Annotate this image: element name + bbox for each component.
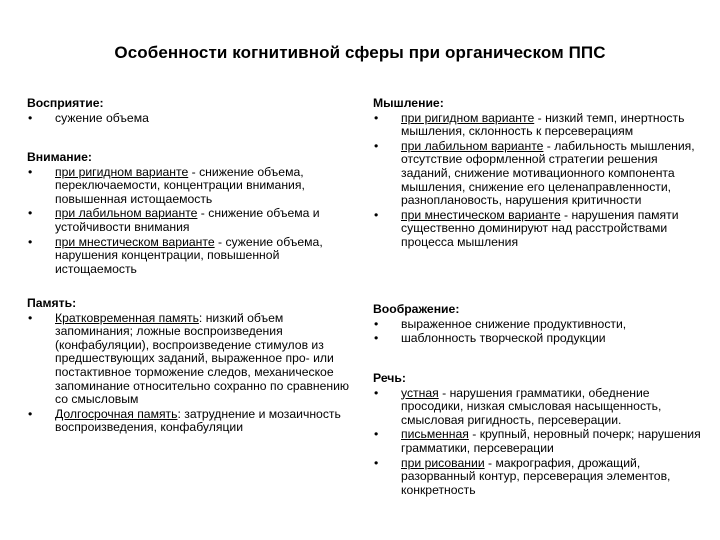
- item-rest: : затруднение и мозаичность воспроизведения, конфабуляции: [55, 406, 341, 435]
- item-lead: при мнестическом варианте: [55, 234, 215, 249]
- item-lead: при лабильном варианте: [55, 206, 198, 221]
- list-item: [373, 332, 705, 346]
- list-item-text: [55, 312, 351, 407]
- item-lead: Кратковременная память: [55, 310, 199, 325]
- bullet-icon: •: [28, 310, 33, 325]
- bullet-icon: •: [28, 406, 33, 421]
- item-rest: - крупный, неровный почерк; нарушения грамматики, персеверации: [401, 427, 701, 455]
- item-rest: - низкий темп, инертность мышления, склонность к персеверациям: [401, 110, 685, 139]
- item-lead: устная: [401, 385, 439, 400]
- bullet-icon: •: [28, 206, 33, 221]
- item-lead: при мнестическом варианте: [401, 207, 561, 222]
- bullet-icon: •: [374, 138, 379, 153]
- list-item-text: [401, 457, 705, 498]
- list-item-text: [401, 209, 705, 250]
- list-item-text: [401, 318, 705, 332]
- list-item: [373, 209, 705, 250]
- list-item: [27, 236, 351, 277]
- bullet-icon: •: [374, 110, 379, 125]
- bullet-icon: •: [28, 164, 33, 179]
- item-lead: при рисовании: [401, 455, 485, 470]
- imagination-section: [373, 303, 705, 346]
- speech-heading: Речь:: [373, 371, 406, 385]
- item-rest: - нарушения памяти существенно доминируют над расстройствами процесса мышления: [401, 207, 679, 249]
- item-rest: шаблонность творческой продукции: [401, 331, 606, 346]
- thinking-section: [373, 97, 705, 250]
- item-rest: - нарушения грамматики, обеднение просодики, низкая смысловая насыщенность, смысловая ригидность, персеверации.: [401, 385, 662, 427]
- list-item-text: [401, 332, 705, 346]
- list-item: [27, 112, 351, 126]
- list-item: [373, 457, 705, 498]
- list-item: [373, 428, 705, 455]
- bullet-icon: •: [374, 316, 379, 331]
- list-item: [373, 318, 705, 332]
- item-lead: при лабильном варианте: [401, 138, 544, 153]
- bullet-icon: •: [374, 331, 379, 346]
- slide-title: Особенности когнитивной сферы при органическом ППС: [114, 43, 606, 62]
- memory-heading: Память:: [27, 296, 77, 310]
- list-item: [27, 312, 351, 407]
- item-rest: сужение объема: [55, 110, 149, 125]
- list-item-text: [401, 428, 705, 455]
- bullet-icon: •: [374, 455, 379, 470]
- item-rest: - лабильность мышления, отсутствие оформленной стратегии решения заданий, снижение мотивационного компонента мышления, снижение его целенаправленности, разноплановость, нарушения критичности: [401, 138, 695, 208]
- memory-section: [27, 297, 351, 435]
- list-item: [27, 207, 351, 234]
- item-lead: письменная: [401, 427, 469, 442]
- item-lead: при ригидном варианте: [55, 164, 189, 179]
- perception-section: [27, 97, 351, 125]
- list-item-text: [55, 207, 351, 234]
- list-item: [27, 408, 351, 435]
- list-item-text: [401, 140, 705, 208]
- item-rest: выраженное снижение продуктивности,: [401, 316, 627, 331]
- bullet-icon: •: [374, 427, 379, 442]
- item-rest: - снижение объема и устойчивости внимания: [55, 206, 320, 234]
- list-item-text: [401, 112, 705, 139]
- thinking-heading: Мышление:: [373, 96, 444, 110]
- imagination-heading: Воображение:: [373, 302, 460, 316]
- item-rest: : низкий объем запоминания; ложные воспроизведения (конфабуляции), воспроизведение стимулов из предшествующих заданий, выраженное про- или постактивное торможение следов, механическое запоминание относительно сохранно по сравнению со смысловым: [55, 310, 350, 407]
- list-item: [373, 140, 705, 208]
- list-item: [27, 166, 351, 207]
- bullet-icon: •: [374, 207, 379, 222]
- item-rest: - макрография, дрожащий, разорванный контур, персеверация элементов, конкретность: [401, 455, 671, 497]
- bullet-icon: •: [374, 385, 379, 400]
- item-lead: Долгосрочная память: [55, 406, 178, 421]
- perception-heading: Восприятие:: [27, 96, 104, 110]
- attention-heading: Внимание:: [27, 150, 92, 164]
- list-item-text: [55, 408, 351, 435]
- list-item: [373, 387, 705, 428]
- item-rest: - сужение объема, нарушения концентрации, повышенной истощаемость: [55, 234, 323, 276]
- list-item: [373, 112, 705, 139]
- list-item-text: [55, 112, 351, 126]
- bullet-icon: •: [28, 234, 33, 249]
- list-item-text: [55, 166, 351, 207]
- item-rest: - снижение объема, переключаемости, концентрации внимания, повышенная истощаемость: [55, 164, 305, 206]
- bullet-icon: •: [28, 110, 33, 125]
- attention-section: [27, 151, 351, 276]
- list-item-text: [401, 387, 705, 428]
- speech-section: [373, 372, 705, 497]
- item-lead: при ригидном варианте: [401, 110, 535, 125]
- list-item-text: [55, 236, 351, 277]
